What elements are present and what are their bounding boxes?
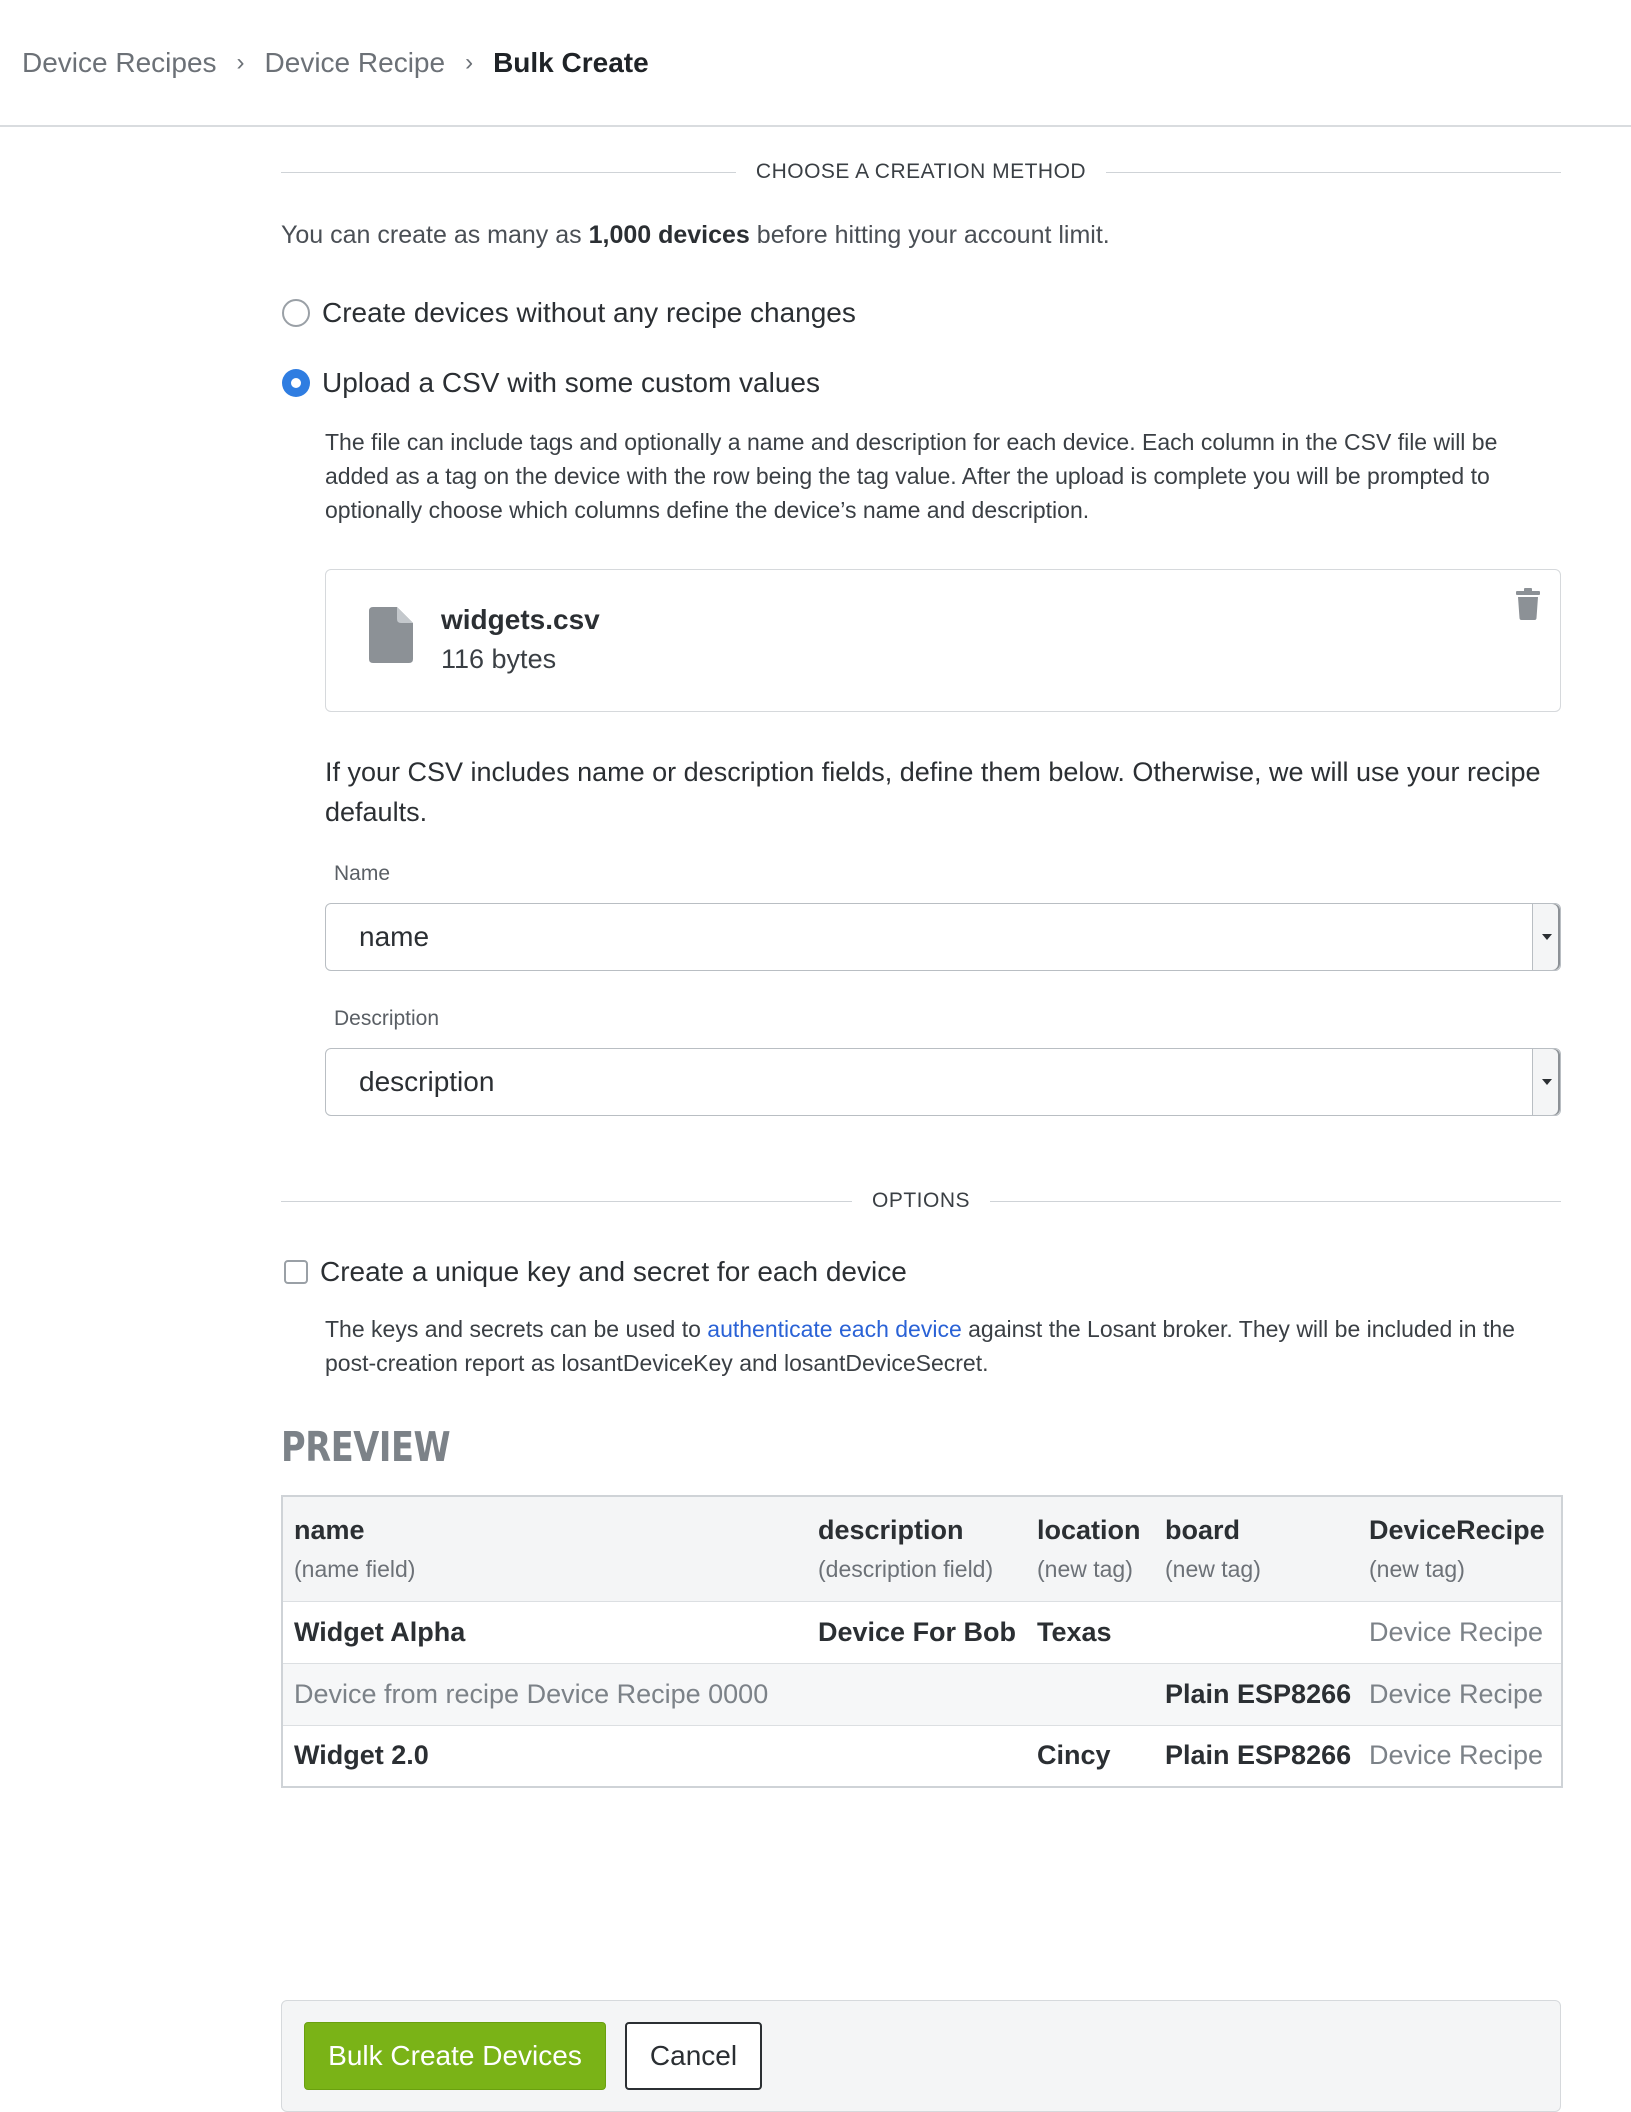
table-cell: Widget 2.0 bbox=[294, 1740, 429, 1771]
limit-suffix: before hitting your account limit. bbox=[749, 221, 1110, 249]
preview-title: PREVIEW bbox=[281, 1423, 451, 1471]
bulk-create-devices-button[interactable]: Bulk Create Devices bbox=[304, 2022, 606, 2090]
table-cell: Device Recipe bbox=[1369, 1678, 1544, 1709]
breadcrumb-separator: › bbox=[465, 48, 474, 76]
table-cell: Widget Alpha bbox=[294, 1616, 466, 1647]
creation-method-heading bbox=[281, 129, 1561, 215]
limit-prefix: You can create as many as bbox=[281, 221, 589, 249]
radio-button[interactable] bbox=[282, 299, 310, 327]
radio-label[interactable]: Create devices without any recipe changes bbox=[322, 297, 856, 328]
name-field-label: Name bbox=[334, 862, 391, 885]
radio-upload-csv[interactable] bbox=[282, 367, 820, 399]
trash-icon[interactable] bbox=[1516, 588, 1540, 620]
breadcrumb-device-recipe[interactable]: Device Recipe bbox=[264, 46, 446, 78]
name-field-value[interactable]: name bbox=[359, 921, 430, 952]
table-cell: Plain ESP8266 bbox=[1165, 1678, 1352, 1709]
limit-count: 1,000 devices bbox=[588, 221, 750, 249]
file-size: 116 bytes bbox=[441, 644, 557, 674]
column-header-location: location (new tag) bbox=[1037, 1514, 1141, 1582]
creation-method-heading-text: CHOOSE A CREATION METHOD bbox=[736, 160, 1106, 184]
table-cell bbox=[1026, 1663, 1154, 1725]
table-row bbox=[282, 1601, 1562, 1663]
breadcrumb-separator: › bbox=[236, 48, 245, 76]
table-row bbox=[282, 1725, 1562, 1787]
table-cell bbox=[807, 1725, 1026, 1787]
table-cell bbox=[1154, 1601, 1358, 1663]
description-field-label: Description bbox=[334, 1007, 440, 1030]
preview-table bbox=[281, 1495, 1563, 1788]
unique-key-checkbox[interactable] bbox=[284, 1260, 308, 1284]
table-cell: Texas bbox=[1037, 1616, 1112, 1647]
uploaded-file-card bbox=[325, 569, 1561, 712]
table-cell: Device Recipe bbox=[1369, 1616, 1544, 1647]
unique-key-help-text bbox=[325, 1312, 1561, 1380]
radio-button-checked[interactable] bbox=[282, 369, 310, 397]
file-icon bbox=[369, 607, 413, 663]
options-heading-text: OPTIONS bbox=[852, 1189, 990, 1213]
breadcrumb-device-recipes[interactable]: Device Recipes bbox=[22, 46, 217, 78]
column-header-description: description (description field) bbox=[818, 1514, 994, 1582]
file-name: widgets.csv bbox=[441, 604, 600, 635]
table-cell: Device from recipe Device Recipe 0000 bbox=[294, 1678, 769, 1709]
radio-no-recipe-changes[interactable] bbox=[282, 297, 856, 329]
form-actions-bar bbox=[281, 2000, 1561, 2112]
csv-help-text: The file can include tags and optionally a name and description for each device. Each column in the CSV file will be added as a tag on the device with the row being the tag value. After the upload is complete you will be prompted to optionally choose which columns define the device’s name and description. bbox=[325, 429, 1498, 523]
help-suffix: against the Losant broker. They will be included in the post-creation report as losantDeviceKey and losantDeviceSecret. bbox=[325, 1316, 1515, 1376]
breadcrumb bbox=[0, 0, 1631, 127]
name-field-select[interactable] bbox=[325, 903, 1561, 971]
description-field-select[interactable] bbox=[325, 1048, 1561, 1116]
table-cell bbox=[807, 1663, 1026, 1725]
chevron-down-icon[interactable] bbox=[1532, 1049, 1560, 1115]
table-cell: Device Recipe bbox=[1369, 1740, 1544, 1771]
unique-key-option[interactable] bbox=[284, 1256, 907, 1288]
table-row bbox=[282, 1663, 1562, 1725]
options-heading bbox=[281, 1176, 1561, 1226]
column-header-name: name (name field) bbox=[294, 1514, 416, 1582]
breadcrumb-current: Bulk Create bbox=[493, 46, 649, 78]
column-header-devicerecipe: DeviceRecipe (new tag) bbox=[1369, 1514, 1545, 1582]
cancel-button[interactable]: Cancel bbox=[625, 2022, 762, 2090]
help-prefix: The keys and secrets can be used to bbox=[325, 1316, 708, 1342]
radio-label[interactable]: Upload a CSV with some custom values bbox=[322, 367, 820, 398]
column-header-board: board (new tag) bbox=[1165, 1514, 1261, 1582]
csv-fields-note: If your CSV includes name or description fields, define them below. Otherwise, we will use your recipe defaults. bbox=[325, 757, 1541, 827]
table-cell: Device For Bob bbox=[818, 1616, 1017, 1647]
description-field-value[interactable]: description bbox=[359, 1066, 495, 1097]
account-limit-text bbox=[281, 221, 1561, 250]
unique-key-label[interactable]: Create a unique key and secret for each device bbox=[320, 1256, 907, 1287]
table-cell: Cincy bbox=[1037, 1740, 1111, 1771]
authenticate-device-link[interactable]: authenticate each device bbox=[707, 1316, 962, 1342]
table-cell: Plain ESP8266 bbox=[1165, 1740, 1352, 1771]
preview-header-row bbox=[282, 1496, 1562, 1601]
chevron-down-icon[interactable] bbox=[1532, 904, 1560, 970]
